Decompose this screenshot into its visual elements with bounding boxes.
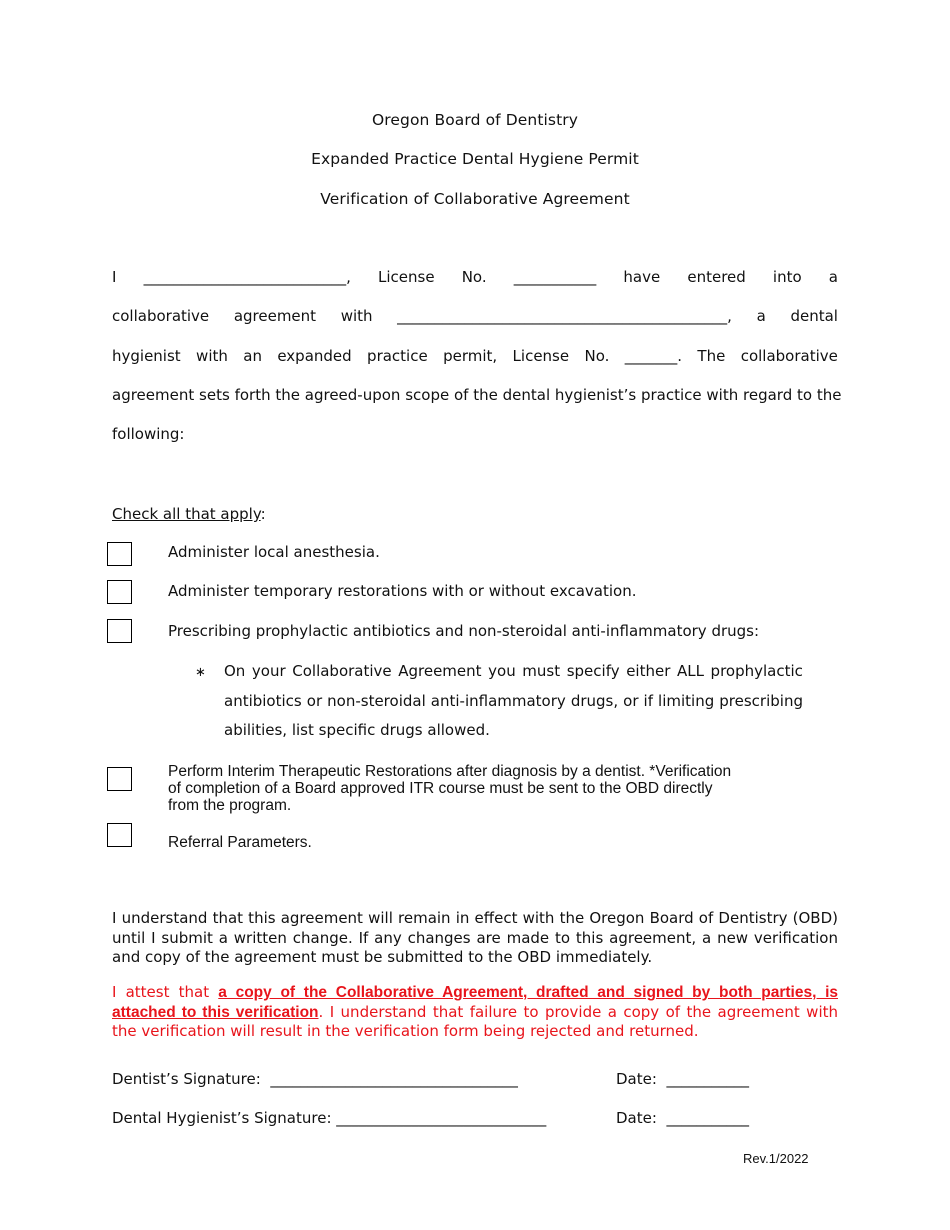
word: with — [706, 386, 739, 404]
attest-bold: a copy of the Collaborative Agreement, drafted and signed by both parties, is attached to this verification — [112, 984, 839, 1021]
word: or — [306, 692, 323, 710]
word: an — [243, 347, 262, 365]
word: limiting — [658, 692, 715, 710]
hygienist-date-label: Date: — [616, 1109, 667, 1127]
checkbox-itr[interactable] — [107, 767, 132, 791]
word: into — [772, 268, 802, 286]
dentist-date-line[interactable]: ___________ — [666, 1070, 749, 1088]
dentist-signature-line[interactable]: _________________________________ — [270, 1070, 518, 1088]
understanding-paragraph: I understand that this agreement will remain in effect with the Oregon Board of Dentistry (OBD) until I submit a written change. If any changes are made to this agreement, a new verification and copy of the agreement must be submitted to the OBD immediately. — [112, 909, 838, 966]
dentist-signature-row — [112, 1070, 518, 1088]
asterisk-bullet-icon: ∗ — [195, 665, 206, 680]
dentist-date-row — [616, 1070, 749, 1088]
word: prescribing — [719, 692, 803, 710]
word: prophylactic — [710, 662, 803, 680]
word: collaborative — [112, 307, 210, 325]
word: entered — [687, 268, 746, 286]
word: practice — [367, 347, 428, 365]
word: hygienist — [112, 347, 181, 365]
word: to — [797, 386, 813, 404]
word: permit, — [443, 347, 498, 365]
word: forth — [234, 386, 271, 404]
word: License — [512, 347, 570, 365]
board-name: Oregon Board of Dentistry — [371, 111, 579, 129]
word: ALL — [676, 662, 704, 680]
word: ____________________________________________, — [397, 307, 732, 325]
word: antibiotics — [224, 692, 302, 710]
hygienist-date-line[interactable]: ___________ — [666, 1109, 749, 1127]
word: drugs, — [570, 692, 619, 710]
word: the — [473, 386, 498, 404]
item-temporary-restorations: Administer temporary restorations with or without excavation. — [168, 582, 637, 600]
checkbox-local-anesthesia[interactable] — [107, 542, 132, 566]
word: expanded — [277, 347, 352, 365]
word: regard — [743, 386, 793, 404]
intro-line-2 — [112, 307, 838, 325]
word: or — [623, 692, 639, 710]
dentist-date-label: Date: — [616, 1070, 667, 1088]
word: The — [697, 347, 726, 365]
word: I — [112, 268, 117, 286]
item-itr-line-1: Perform Interim Therapeutic Restorations after diagnosis by a dentist. *Verification — [168, 763, 732, 780]
word: _______. — [624, 347, 683, 365]
item-itr-line-3: from the program. — [168, 797, 292, 814]
word: ___________ — [513, 268, 597, 286]
word: your — [251, 662, 286, 680]
checklist-heading-text: Check all that apply — [112, 505, 261, 523]
checkbox-prescribing[interactable] — [107, 619, 132, 643]
word: Agreement — [398, 662, 482, 680]
item-local-anesthesia: Administer local anesthesia. — [168, 543, 380, 561]
word: the — [275, 386, 300, 404]
word: have — [623, 268, 661, 286]
permit-title: Expanded Practice Dental Hygiene Permit — [311, 150, 639, 168]
dentist-signature-label: Dentist’s Signature: — [112, 1070, 271, 1088]
attest-tail: . I understand that failure to provide a copy of the agreement with the verification will result in the verification form being rejected and returned. — [112, 1002, 839, 1040]
word: hygienist’s — [554, 386, 637, 404]
bullet-line-3: abilities, list specific drugs allowed. — [224, 721, 490, 739]
bullet-line-2 — [224, 692, 803, 710]
item-referral-parameters: Referral Parameters. — [168, 834, 312, 851]
revision-label: Rev.1/2022 — [743, 1151, 809, 1166]
checkbox-temporary-restorations[interactable] — [107, 580, 132, 604]
word: specify — [566, 662, 620, 680]
word: with — [340, 307, 373, 325]
word: dental — [790, 307, 838, 325]
word: dental — [502, 386, 551, 404]
word: agreement — [233, 307, 317, 325]
word: you — [488, 662, 516, 680]
word: non-steroidal — [327, 692, 426, 710]
checkbox-referral-parameters[interactable] — [107, 823, 132, 847]
hygienist-signature-line[interactable]: ____________________________ — [336, 1109, 547, 1127]
item-prescribing: Prescribing prophylactic antibiotics and non-steroidal anti-inflammatory drugs: — [168, 622, 760, 640]
word: a — [756, 307, 766, 325]
word: of — [453, 386, 469, 404]
word: ___________________________, — [143, 268, 351, 286]
attestation-paragraph — [112, 983, 838, 1042]
word: scope — [405, 386, 450, 404]
hygienist-date-row — [616, 1109, 749, 1127]
word: sets — [199, 386, 230, 404]
bullet-line-1 — [224, 662, 803, 680]
intro-line-4 — [112, 386, 842, 404]
word: collaborative — [740, 347, 838, 365]
word: agreement — [112, 386, 195, 404]
attest-lead: I attest that — [112, 983, 219, 1001]
form-title: Verification of Collaborative Agreement — [320, 190, 630, 208]
hygienist-signature-row — [112, 1109, 546, 1127]
word: with — [196, 347, 228, 365]
intro-line-1 — [112, 268, 838, 286]
word: practice — [640, 386, 702, 404]
word: On — [224, 662, 246, 680]
word: the — [816, 386, 842, 404]
hygienist-signature-label: Dental Hygienist’s Signature: — [112, 1109, 337, 1127]
word: No. — [584, 347, 610, 365]
word: Collaborative — [292, 662, 392, 680]
word: if — [643, 692, 653, 710]
intro-line-5: following: — [112, 425, 185, 443]
word: License — [378, 268, 435, 286]
word: a — [828, 268, 838, 286]
checklist-heading-colon: : — [260, 505, 266, 523]
word: anti-inflammatory — [430, 692, 566, 710]
word: No. — [461, 268, 487, 286]
word: either — [626, 662, 671, 680]
intro-line-3 — [112, 347, 838, 365]
word: must — [522, 662, 561, 680]
checklist-heading — [112, 505, 266, 523]
item-itr-line-2: of completion of a Board approved ITR course must be sent to the OBD directly — [168, 780, 713, 797]
word: agreed-upon — [304, 386, 401, 404]
